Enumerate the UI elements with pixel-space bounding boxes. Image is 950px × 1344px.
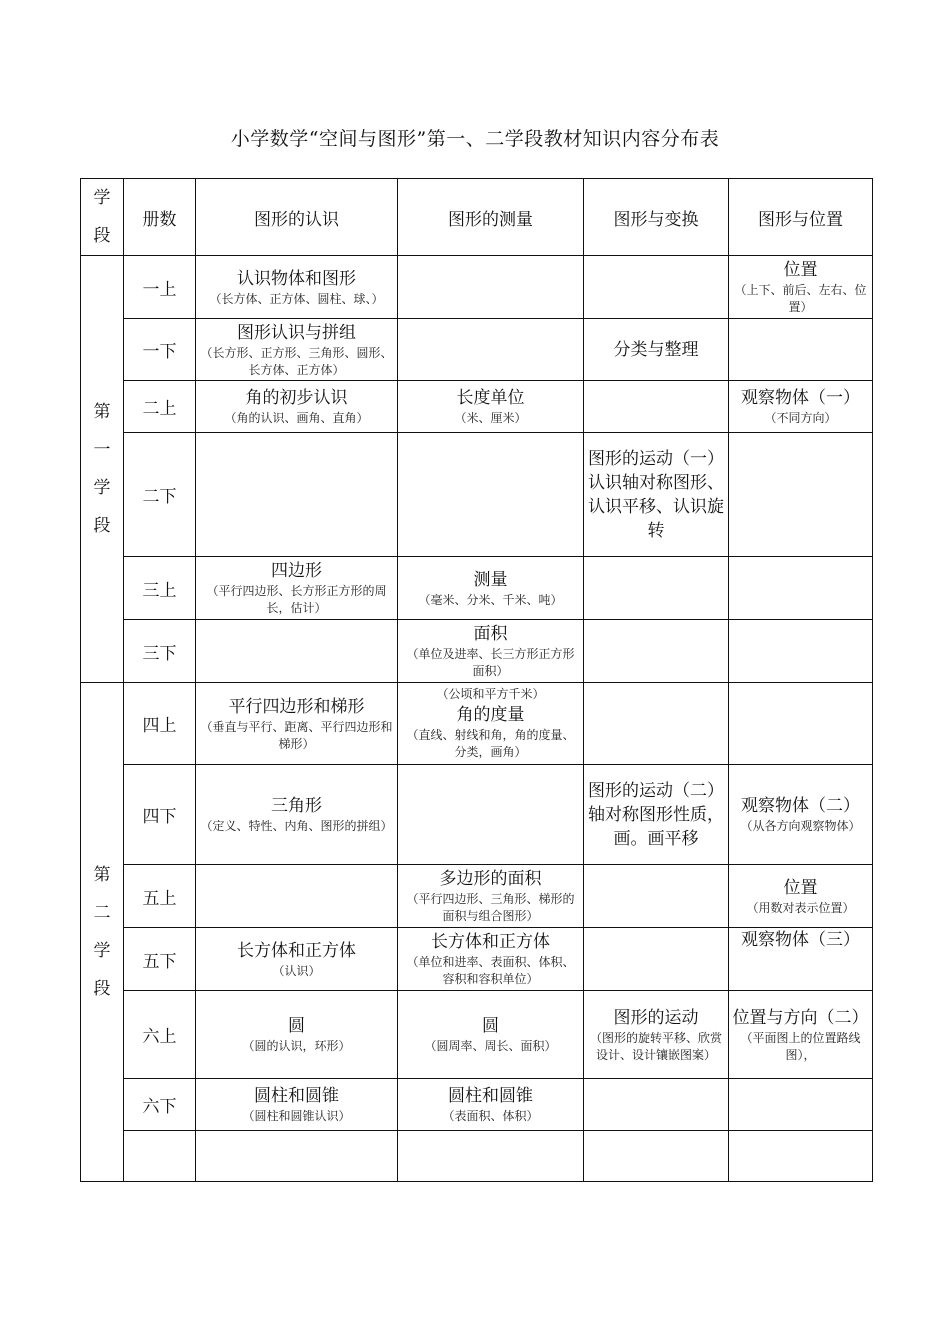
- volume-cell: 二下: [124, 433, 196, 557]
- position-cell: 位置与方向（二） （平面图上的位置路线图），: [729, 991, 873, 1079]
- empty-cell: [196, 1131, 398, 1182]
- recognition-cell: 圆柱和圆锥 （圆柱和圆锥认识）: [196, 1079, 398, 1131]
- transformation-cell: 图形的运动 （图形的旋转平移、欣赏设计、设计镶嵌图案）: [584, 991, 729, 1079]
- table-row: [81, 256, 873, 319]
- recognition-cell: [196, 865, 398, 928]
- table-row: [81, 765, 873, 865]
- position-cell: 位置 （用数对表示位置）: [729, 865, 873, 928]
- table-row: [81, 381, 873, 433]
- empty-cell: [124, 1131, 196, 1182]
- transformation-cell: [584, 620, 729, 683]
- volume-cell: 六下: [124, 1079, 196, 1131]
- transformation-cell: 分类与整理: [584, 319, 729, 381]
- page-title: 小学数学“空间与图形”第一、二学段教材知识内容分布表: [230, 128, 720, 150]
- stage-second: 第 二 学 段: [81, 683, 124, 1182]
- recognition-cell: [196, 620, 398, 683]
- transformation-cell: [584, 256, 729, 319]
- transformation-cell: 图形的运动（二）轴对称图形性质，画。画平移: [584, 765, 729, 865]
- recognition-cell: 图形认识与拼组 （长方形、正方形、三角形、圆形、长方体、正方体）: [196, 319, 398, 381]
- position-cell: [729, 319, 873, 381]
- transformation-cell: [584, 381, 729, 433]
- empty-cell: [584, 1131, 729, 1182]
- position-cell: [729, 557, 873, 620]
- volume-cell: 一上: [124, 256, 196, 319]
- measurement-cell: 面积 （单位及进率、长三方形正方形面积）: [398, 620, 584, 683]
- empty-cell: [729, 1131, 873, 1182]
- table-row: [81, 620, 873, 683]
- table-row: [81, 683, 873, 765]
- measurement-cell: [398, 765, 584, 865]
- curriculum-table: [80, 178, 873, 1182]
- measurement-cell: [398, 319, 584, 381]
- position-cell: 位置 （上下、前后、左右、位置）: [729, 256, 873, 319]
- volume-cell: 一下: [124, 319, 196, 381]
- header-recognition: 图形的认识: [196, 179, 398, 256]
- header-transformation: 图形与变换: [584, 179, 729, 256]
- measurement-cell: 圆柱和圆锥 （表面积、体积）: [398, 1079, 584, 1131]
- transformation-cell: [584, 928, 729, 991]
- volume-cell: 五下: [124, 928, 196, 991]
- recognition-cell: [196, 433, 398, 557]
- volume-cell: 三下: [124, 620, 196, 683]
- header-position: 图形与位置: [729, 179, 873, 256]
- measurement-cell: 多边形的面积 （平行四边形、三角形、梯形的面积与组合图形）: [398, 865, 584, 928]
- recognition-cell: 四边形 （平行四边形、长方形正方形的周长，估计）: [196, 557, 398, 620]
- transformation-cell: [584, 557, 729, 620]
- position-cell: [729, 1079, 873, 1131]
- measurement-cell: 长方体和正方体 （单位和进率、表面积、体积、容积和容积单位）: [398, 928, 584, 991]
- recognition-cell: 角的初步认识 （角的认识、画角、直角）: [196, 381, 398, 433]
- volume-cell: 四下: [124, 765, 196, 865]
- table-row: [81, 433, 873, 557]
- position-cell: [729, 433, 873, 557]
- volume-cell: 五上: [124, 865, 196, 928]
- measurement-cell: 圆 （圆周率、周长、面积）: [398, 991, 584, 1079]
- measurement-cell: 测量 （毫米、分米、千米、吨）: [398, 557, 584, 620]
- header-row: [81, 179, 873, 256]
- table-row: [81, 557, 873, 620]
- table-row: [81, 1079, 873, 1131]
- measurement-cell: （公顷和平方千米） 角的度量 （直线、射线和角，角的度量、分类，画角）: [398, 683, 584, 765]
- table-row: [81, 319, 873, 381]
- recognition-cell: 圆 （圆的认识，环形）: [196, 991, 398, 1079]
- transformation-cell: [584, 1079, 729, 1131]
- empty-cell: [398, 1131, 584, 1182]
- measurement-cell: [398, 256, 584, 319]
- table-row: [81, 991, 873, 1079]
- stage-first: 第 一 学 段: [81, 256, 124, 683]
- position-cell: 观察物体（二） （从各方向观察物体）: [729, 765, 873, 865]
- volume-cell: 六上: [124, 991, 196, 1079]
- transformation-cell: 图形的运动（一）认识轴对称图形、认识平移、认识旋转: [584, 433, 729, 557]
- volume-cell: 三上: [124, 557, 196, 620]
- transformation-cell: [584, 865, 729, 928]
- volume-cell: 二上: [124, 381, 196, 433]
- transformation-cell: [584, 683, 729, 765]
- header-stage: 学 段: [81, 179, 124, 256]
- position-cell: 观察物体（一） （不同方向）: [729, 381, 873, 433]
- recognition-cell: 平行四边形和梯形 （垂直与平行、距离、平行四边形和梯形）: [196, 683, 398, 765]
- volume-cell: 四上: [124, 683, 196, 765]
- recognition-cell: 认识物体和图形 （长方体、正方体、圆柱、球、）: [196, 256, 398, 319]
- empty-row: [81, 1131, 873, 1182]
- position-cell: [729, 620, 873, 683]
- header-measurement: 图形的测量: [398, 179, 584, 256]
- recognition-cell: 三角形 （定义、特性、内角、图形的拼组）: [196, 765, 398, 865]
- table-row: [81, 865, 873, 928]
- table-row: [81, 928, 873, 991]
- recognition-cell: 长方体和正方体 （认识）: [196, 928, 398, 991]
- measurement-cell: [398, 433, 584, 557]
- position-cell: 观察物体（三）: [729, 928, 873, 991]
- measurement-cell: 长度单位 （米、厘米）: [398, 381, 584, 433]
- header-volume: 册数: [124, 179, 196, 256]
- position-cell: [729, 683, 873, 765]
